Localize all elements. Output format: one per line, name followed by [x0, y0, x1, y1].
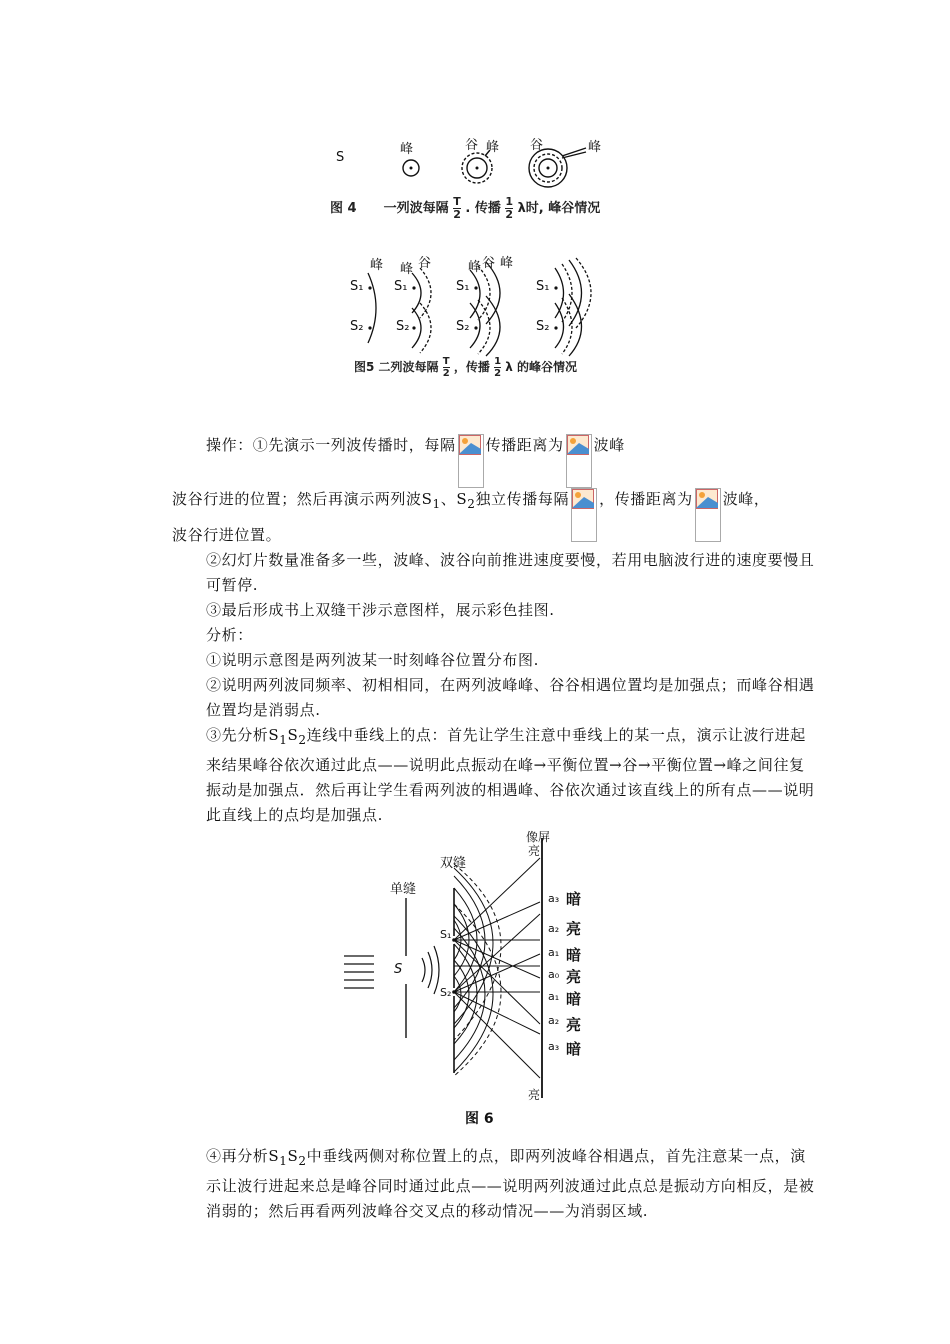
subscript: 2	[467, 497, 476, 511]
figure-5-caption	[354, 356, 577, 379]
screen-label: 像屏	[526, 830, 551, 844]
broken-image-icon	[695, 488, 721, 542]
peak-label: 峰	[486, 140, 500, 155]
source-s1-label: S₁	[456, 279, 470, 294]
dark-fringe-label: 暗	[566, 1040, 582, 1058]
paragraph-text: S	[287, 726, 299, 744]
valley-label: 谷	[530, 138, 544, 153]
subscript: 1	[279, 733, 288, 747]
figure-4-caption	[330, 196, 600, 221]
peak-label: 峰	[400, 142, 414, 157]
paragraph-text: S	[287, 1147, 299, 1165]
marker-a3: a₃	[548, 892, 560, 905]
dark-fringe-label: 暗	[566, 890, 582, 908]
subscript: 2	[298, 733, 307, 747]
fraction-numerator: T	[442, 356, 450, 367]
source-s1-label: S₁	[440, 928, 452, 941]
marker-a2: a₂	[548, 1014, 560, 1027]
dark-fringe-label: 暗	[566, 946, 582, 964]
valley-label: 谷	[465, 138, 479, 153]
bright-label: 亮	[528, 844, 541, 858]
analysis-3	[172, 723, 816, 828]
valley-label: 谷	[482, 256, 496, 271]
fraction-denominator: 2	[453, 208, 461, 221]
bright-fringe-label: 亮	[566, 1016, 582, 1034]
fraction-numerator: T	[453, 195, 461, 208]
figure-4	[330, 128, 630, 228]
operation-line-1	[206, 434, 625, 488]
paragraph-text: ④再分析S	[206, 1147, 280, 1165]
marker-a3: a₃	[548, 1040, 560, 1053]
caption-text: λ时, 峰谷情况	[517, 201, 601, 216]
peak-label: 峰	[400, 262, 414, 277]
marker-a1: a₁	[548, 946, 560, 959]
paragraph-text: 中垂线两侧对称位置上的点，即两列波峰谷相遇点，首先注意某一点，演示让波行进起来总是峰谷同时通过此点——说明两列波通过此点总是振动方向相反，是被消弱的；然后再看两列波峰谷交叉点的移动情况——为消弱区域.	[206, 1147, 815, 1220]
broken-image-icon	[571, 488, 597, 542]
source-s1-label: S₁	[350, 279, 364, 294]
paragraph-text: 波峰	[593, 436, 625, 454]
figure-6-caption: 图 6	[465, 1111, 494, 1127]
peak-label: 峰	[370, 258, 384, 273]
paragraph-text: ③先分析S	[206, 726, 280, 744]
source-s2-label: S₂	[396, 319, 410, 334]
source-s2-label: S₂	[350, 319, 364, 334]
paragraph-text: 、S	[440, 490, 468, 508]
subscript: 1	[279, 1154, 288, 1168]
caption-text: 一列波每隔	[383, 201, 449, 216]
fraction-numerator: 1	[494, 356, 502, 367]
marker-a0: a₀	[548, 968, 560, 981]
subscript: 2	[298, 1154, 307, 1168]
analysis-4	[172, 1144, 816, 1224]
paragraph-3: ③最后形成书上双缝干涉示意图样，展示彩色挂图.	[206, 601, 555, 619]
broken-image-icon	[566, 434, 592, 488]
valley-label: 谷	[418, 256, 432, 271]
source-s2-label: S₂	[440, 986, 452, 999]
paragraph-2: ②幻灯片数量准备多一些，波峰、波谷向前推进速度要慢，若用电脑波行进的速度要慢且可暂停.	[206, 551, 815, 594]
wave-diagram	[330, 128, 630, 198]
operation-line-3	[172, 524, 281, 545]
figure-5	[350, 248, 610, 383]
source-s-label: S	[394, 962, 403, 977]
paragraph-text: 波谷行进位置。	[172, 526, 282, 544]
analysis-heading: 分析：	[206, 626, 253, 644]
caption-text: ，传播	[453, 360, 490, 374]
fraction-numerator: 1	[505, 195, 514, 208]
subscript: 1	[432, 497, 441, 511]
bright-label: 亮	[528, 1088, 541, 1102]
caption-text: . 传播	[465, 201, 501, 216]
caption-text: 图5 二列波每隔	[354, 360, 439, 374]
single-slit-label: 单缝	[390, 882, 417, 897]
broken-image-icon	[458, 434, 484, 488]
source-s1-label: S₁	[394, 279, 408, 294]
source-s2-label: S₂	[456, 319, 470, 334]
source-s-label: S	[336, 150, 345, 165]
source-s2-label: S₂	[536, 319, 550, 334]
paragraph-text: 波谷行进的位置；然后再演示两列波S	[172, 490, 433, 508]
caption-text: λ 的峰谷情况	[505, 360, 578, 374]
double-slit-label: 双缝	[440, 856, 467, 871]
bright-fringe-label: 亮	[566, 968, 582, 986]
paragraph-text: 操作：①先演示一列波传播时，每隔	[206, 436, 456, 454]
fraction-denominator: 2	[442, 368, 450, 379]
peak-label: 峰	[588, 140, 602, 155]
peak-label: 峰	[500, 256, 514, 271]
paragraph-text: 连线中垂线上的点：首先让学生注意中垂线上的某一点，演示让波行进起来结果峰谷依次通过此点——说明此点振动在峰→平衡位置→谷→平衡位置→峰之间往复振动是加强点．然后再让学生看两列波的相遇峰、谷依次通过该直线上的所有点——说明此直线上的点均是加强点.	[206, 726, 815, 824]
analysis-1: ①说明示意图是两列波某一时刻峰谷位置分布图.	[206, 651, 539, 669]
figure-6	[340, 828, 610, 1128]
paragraph-text: 传播距离为	[485, 436, 564, 454]
paragraph-text: 独立传播每隔	[475, 490, 570, 508]
caption-figure-number: 图 4	[330, 201, 357, 216]
bright-fringe-label: 亮	[566, 920, 582, 938]
peak-label: 峰	[468, 260, 482, 275]
dark-fringe-label: 暗	[566, 990, 582, 1008]
marker-a1: a₁	[548, 990, 560, 1003]
fraction-denominator: 2	[494, 368, 502, 379]
paragraph-text: 波峰，	[722, 490, 770, 508]
analysis-2: ②说明两列波同频率、初相相同，在两列波峰峰、谷谷相遇位置均是加强点；而峰谷相遇位置均是消弱点.	[206, 676, 815, 719]
source-s1-label: S₁	[536, 279, 550, 294]
paragraph-text: ，传播距离为	[599, 490, 693, 508]
fraction-denominator: 2	[505, 208, 514, 221]
marker-a2: a₂	[548, 922, 560, 935]
